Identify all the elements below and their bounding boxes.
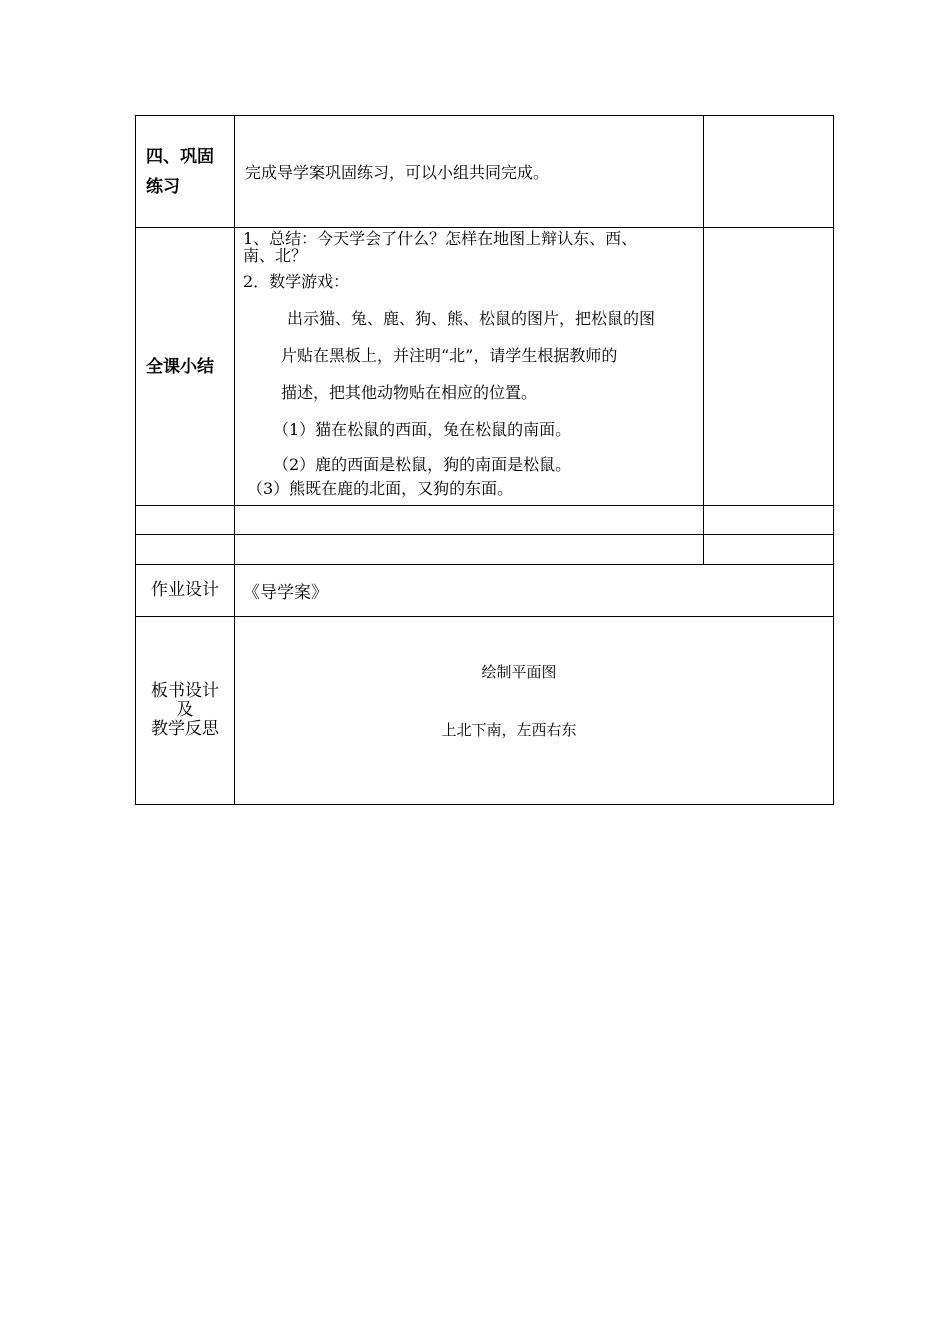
board-row bbox=[136, 617, 834, 805]
board-subtitle: 上北下南，左西右东 bbox=[441, 721, 577, 739]
summary-sub3: （3）熊既在鹿的北面，又狗的东面。 bbox=[247, 479, 514, 498]
consolidation-label-line2: 练习 bbox=[146, 176, 180, 197]
summary-item1-line1: 1、总结：今天学会了什么？怎样在地图上辩认东、西、 bbox=[243, 229, 638, 248]
summary-content-cell bbox=[235, 228, 704, 506]
board-title: 绘制平面图 bbox=[481, 663, 557, 681]
summary-desc-line1: 出示猫、兔、鹿、狗、熊、松鼠的图片，把松鼠的图 bbox=[287, 309, 656, 328]
summary-desc-line2: 片贴在黑板上，并注明“北”，请学生根据教师的 bbox=[281, 346, 618, 365]
consolidation-row bbox=[136, 116, 834, 228]
board-label bbox=[136, 617, 235, 805]
board-content-cell bbox=[235, 617, 834, 805]
consolidation-content: 完成导学案巩固练习，可以小组共同完成。 bbox=[245, 163, 550, 182]
summary-item2: 2．数学游戏： bbox=[243, 272, 350, 291]
summary-desc-line3: 描述，把其他动物贴在相应的位置。 bbox=[281, 383, 538, 402]
consolidation-content-cell bbox=[235, 116, 704, 228]
summary-item1-line2: 南、北？ bbox=[243, 246, 308, 265]
blank-row-1 bbox=[136, 506, 834, 535]
blank-row-2-notes bbox=[704, 535, 834, 565]
board-label-line3: 教学反思 bbox=[151, 719, 219, 739]
blank-row-1-content bbox=[235, 506, 704, 535]
consolidation-notes-cell bbox=[704, 116, 834, 228]
homework-label: 作业设计 bbox=[136, 565, 235, 617]
blank-row-2-label bbox=[136, 535, 235, 565]
homework-row bbox=[136, 565, 834, 617]
summary-sub1: （1）猫在松鼠的西面，兔在松鼠的南面。 bbox=[273, 420, 572, 439]
summary-sub2: （2）鹿的西面是松鼠，狗的南面是松鼠。 bbox=[273, 455, 572, 474]
blank-row-2 bbox=[136, 535, 834, 565]
consolidation-label bbox=[136, 116, 235, 228]
board-label-line2: 及 bbox=[176, 700, 194, 720]
blank-row-1-label bbox=[136, 506, 235, 535]
summary-label: 全课小结 bbox=[136, 228, 235, 506]
blank-row-2-content bbox=[235, 535, 704, 565]
summary-notes-cell bbox=[704, 228, 834, 506]
lesson-plan-table bbox=[135, 115, 834, 805]
board-label-line1: 板书设计 bbox=[151, 681, 219, 701]
lesson-plan-sheet bbox=[135, 115, 833, 805]
summary-row bbox=[136, 228, 834, 506]
consolidation-label-line1: 四、巩固 bbox=[146, 146, 214, 167]
blank-row-1-notes bbox=[704, 506, 834, 535]
homework-content: 《导学案》 bbox=[235, 565, 834, 617]
